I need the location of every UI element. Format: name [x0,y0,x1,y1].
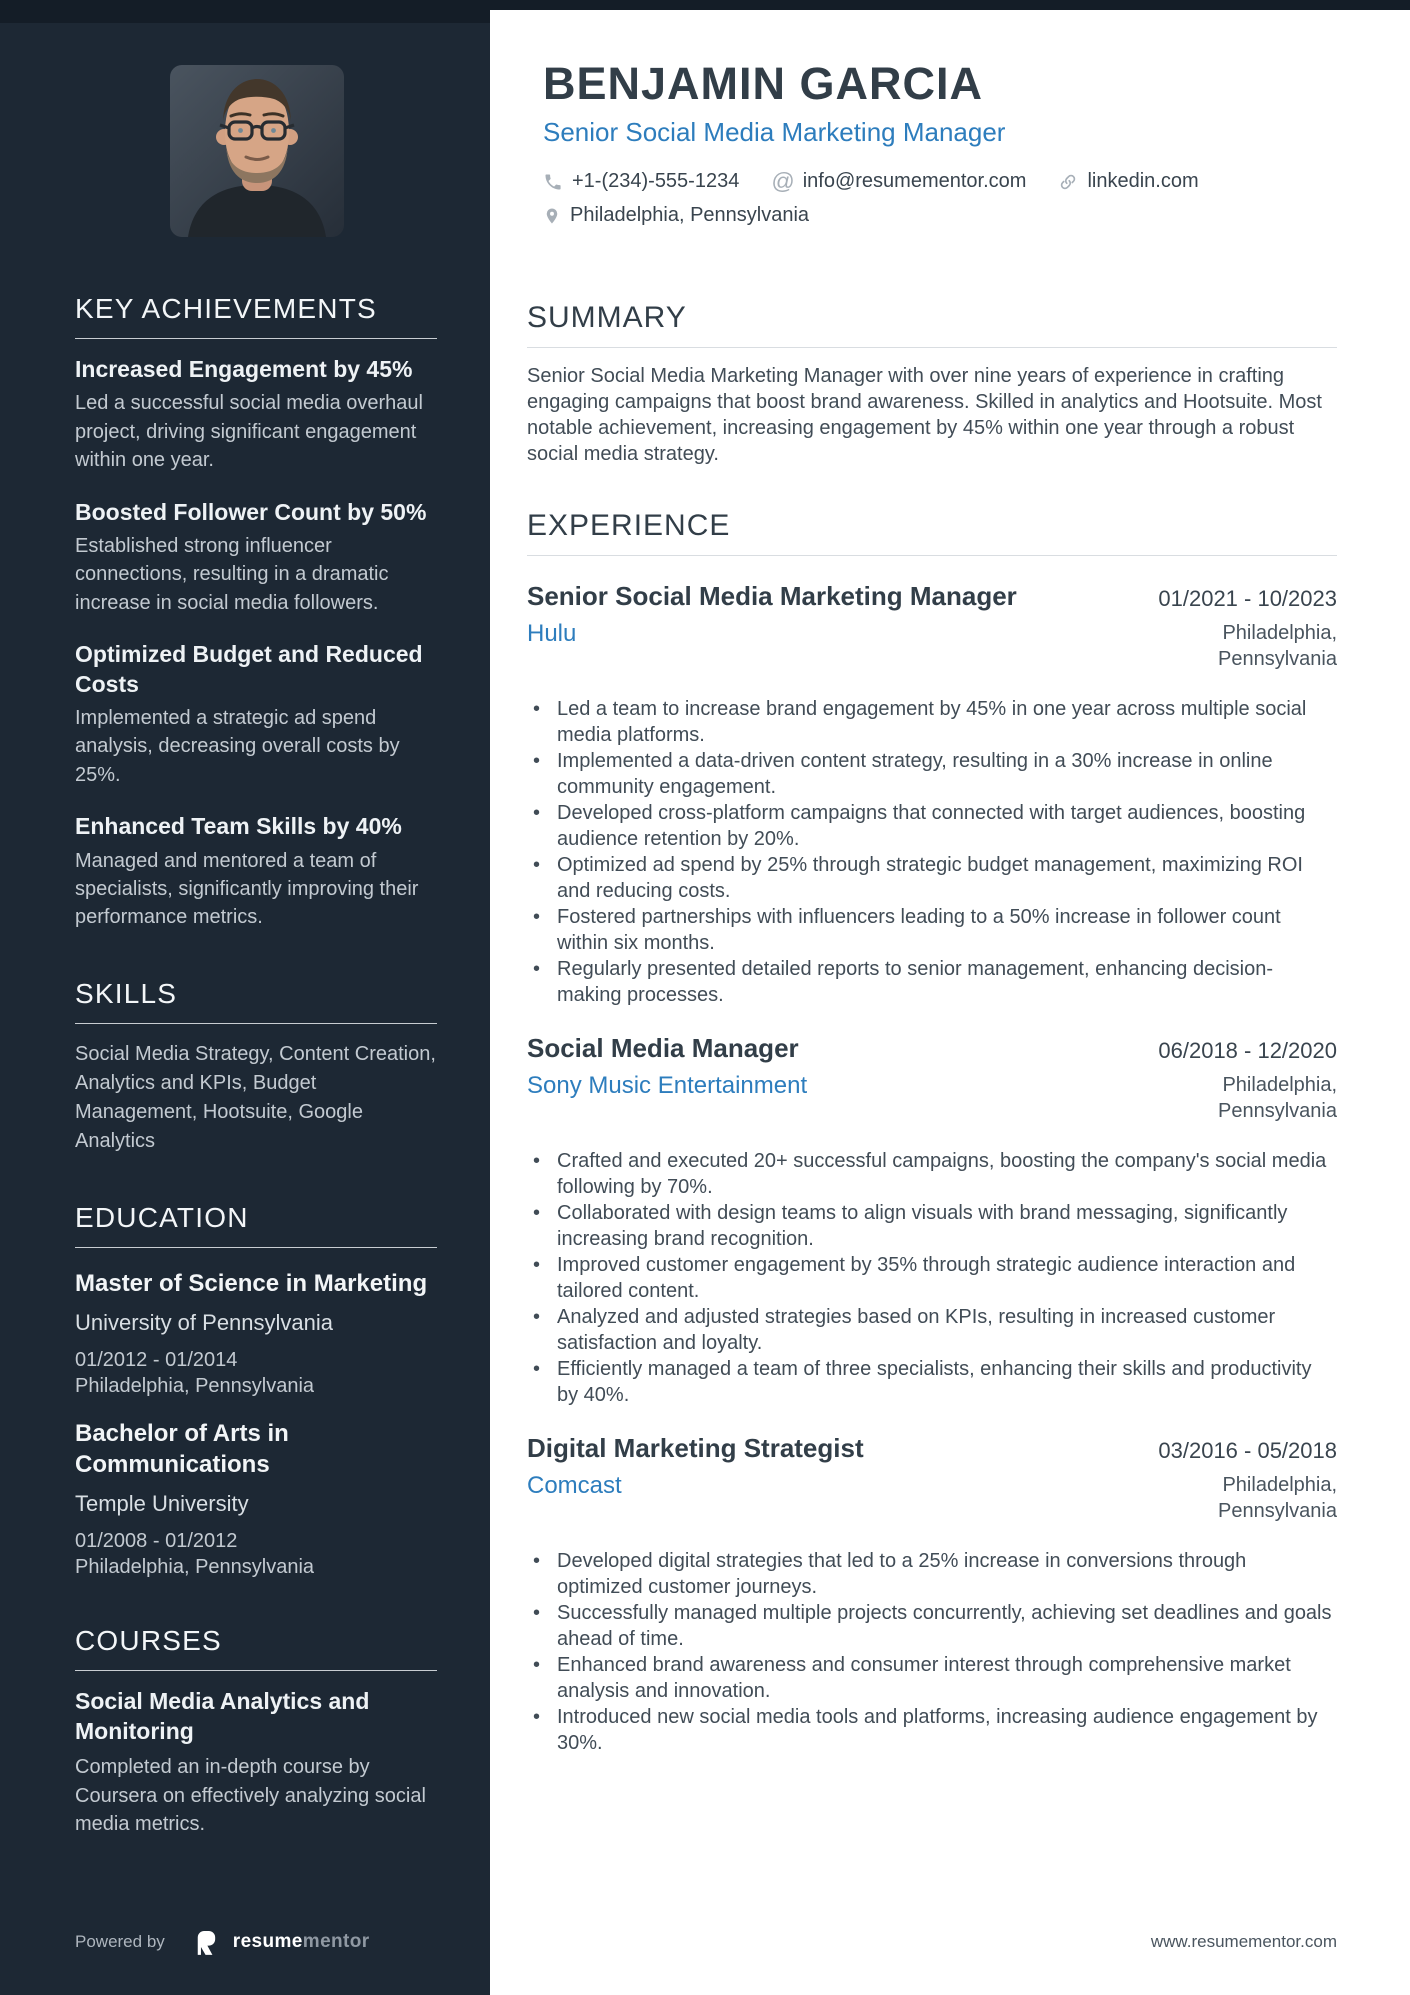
job-dates: 06/2018 - 12/2020 [1158,1038,1337,1063]
job-bullet [557,1356,1337,1408]
achievement-item [75,498,437,618]
contact-row-2 [543,204,1337,227]
job-bullet-text: Developed digital strategies that led to a 25% increase in conversions through optimized customer journeys. [557,1550,1247,1598]
education-school: Temple University [75,1491,249,1517]
contact-row-1 [543,168,1337,195]
sidebar-footer [75,1929,370,1955]
achievement-text: Implemented a strategic ad spend analysis, decreasing overall costs by 25%. [75,707,400,786]
course-title: Social Media Analytics and Monitoring [75,1688,370,1745]
linkedin-contact[interactable] [1058,170,1198,193]
achievement-item [75,640,437,789]
linkedin-value: linkedin.com [1087,170,1199,192]
job-bullet-text: Developed cross-platform campaigns that connected with target audiences, boosting audience retention by 20%. [557,802,1306,850]
achievement-text: Led a successful social media overhaul project, driving significant engagement within one year. [75,392,423,472]
education-location: Philadelphia, Pennsylvania [75,1556,315,1579]
section-experience [527,509,1337,1756]
job-title: Digital Marketing Strategist [527,1433,864,1463]
job-bullet-text: Led a team to increase brand engagement by 45% in one year across multiple social media platforms. [557,698,1307,746]
education-heading: EDUCATION [75,1201,249,1233]
achievement-title: Optimized Budget and Reduced Costs [75,641,423,697]
skills-text: Social Media Strategy, Content Creation, Analytics and KPIs, Budget Management, Hootsuite, Google Analytics [75,1042,436,1152]
education-item [75,1268,437,1398]
course-item [75,1687,437,1838]
summary-heading: SUMMARY [527,301,687,334]
education-degree: Master of Science in Marketing [75,1269,428,1297]
skills-heading: SKILLS [75,977,178,1009]
job-bullet [557,1148,1337,1200]
divider [527,555,1337,556]
education-school: University of Pennsylvania [75,1310,334,1336]
section-summary [527,301,1337,467]
job-bullet-text: Optimized ad spend by 25% through strategic budget management, maximizing ROI and reducing costs. [557,854,1303,902]
job-bullet-text: Introduced new social media tools and platforms, increasing audience engagement by 30%. [557,1706,1318,1754]
achievement-item [75,355,437,475]
job-bullet [557,1200,1337,1252]
job-location: Philadelphia, Pennsylvania [1218,1074,1337,1122]
location-value: Philadelphia, Pennsylvania [570,204,810,226]
powered-by-label: Powered by [75,1932,165,1951]
divider [75,1247,437,1248]
candidate-title: Senior Social Media Marketing Manager [543,117,1006,147]
education-list [75,1268,437,1580]
course-text: Completed an in-depth course by Coursera on effectively analyzing social media metrics. [75,1756,426,1835]
achievement-item [75,812,437,932]
experience-job [527,1033,1337,1408]
job-bullets [527,1148,1337,1408]
job-bullet [557,1600,1337,1652]
job-head [527,581,1337,612]
job-bullet [557,1652,1337,1704]
job-title: Social Media Manager [527,1033,799,1063]
section-skills [75,978,437,1156]
key-achievements-list [75,355,437,932]
profile-photo [170,65,344,237]
divider [75,1023,437,1024]
divider [527,347,1337,348]
divider [75,338,437,339]
profile-photo-illustration [170,65,344,237]
achievement-text: Managed and mentored a team of specialists, significantly improving their performance metrics. [75,849,419,929]
section-key-achievements [75,293,437,932]
phone-value: +1-(234)-555-1234 [572,170,740,192]
top-strip [0,0,1410,10]
education-dates: 01/2012 - 01/2014 [75,1349,238,1372]
job-bullet-text: Enhanced brand awareness and consumer interest through comprehensive market analysis and innovation. [557,1654,1291,1702]
at-icon: @ [771,168,795,194]
location-contact [543,204,809,227]
job-bullets [527,696,1337,1008]
job-subhead [527,620,1337,672]
achievement-text: Established strong influencer connections, resulting in a dramatic increase in social media followers. [75,535,389,614]
job-bullet [557,800,1337,852]
experience-job [527,1433,1337,1756]
brand-part2: mentor [302,1931,370,1952]
section-education [75,1202,437,1580]
brand-logo[interactable] [195,1929,370,1955]
phone-icon [543,172,563,192]
job-bullet [557,1704,1337,1756]
section-courses [75,1625,437,1838]
phone-contact[interactable] [543,170,739,193]
achievement-title: Enhanced Team Skills by 40% [75,813,402,840]
key-achievements-heading: KEY ACHIEVEMENTS [75,293,377,324]
main-column [490,0,1410,1756]
job-bullet [557,904,1337,956]
achievement-title: Increased Engagement by 45% [75,356,413,382]
summary-text: Senior Social Media Marketing Manager with over nine years of experience in crafting engaging campaigns that boost brand awareness. Skilled in analytics and Hootsuite. Most notable achievement, increasing engagement by 45% within one year through a robust social media strategy. [527,365,1322,465]
job-bullet [557,696,1337,748]
job-bullet-text: Improved customer engagement by 35% through strategic audience interaction and tailored content. [557,1254,1296,1302]
brand-text [233,1931,370,1953]
courses-heading: COURSES [75,1625,222,1657]
resumementor-logo-icon [195,1929,217,1955]
job-dates: 01/2021 - 10/2023 [1158,586,1337,611]
courses-list [75,1687,437,1838]
job-bullet-text: Regularly presented detailed reports to senior management, enhancing decision-making processes. [557,958,1273,1006]
job-company: Comcast [527,1472,622,1499]
sidebar [0,0,490,1995]
education-degree: Bachelor of Arts in Communications [75,1420,289,1479]
education-item [75,1418,437,1579]
education-location: Philadelphia, Pennsylvania [75,1375,315,1398]
link-icon [1058,172,1078,192]
job-bullet [557,1304,1337,1356]
job-bullet-text: Collaborated with design teams to align visuals with brand messaging, significantly increasing brand recognition. [557,1202,1288,1250]
job-bullet [557,956,1337,1008]
sidebar-content [75,293,437,1884]
job-head [527,1033,1337,1064]
achievement-title: Boosted Follower Count by 50% [75,498,427,525]
job-company: Hulu [527,620,577,647]
job-bullet-text: Implemented a data-driven content strategy, resulting in a 30% increase in online community engagement. [557,750,1273,798]
job-title: Senior Social Media Marketing Manager [527,581,1017,611]
job-bullet-text: Analyzed and adjusted strategies based on KPIs, resulting in increased customer satisfaction and loyalty. [557,1306,1276,1354]
header [527,58,1337,227]
job-head [527,1433,1337,1464]
brand-part1: resume [232,1931,303,1952]
job-bullet [557,748,1337,800]
job-bullet-text: Fostered partnerships with influencers leading to a 50% increase in follower count within six months. [557,906,1281,954]
candidate-name: BENJAMIN GARCIA [543,58,984,109]
job-bullet [557,1548,1337,1600]
job-bullet [557,852,1337,904]
email-contact[interactable] [771,168,1026,195]
job-dates: 03/2016 - 05/2018 [1158,1438,1337,1463]
job-bullets [527,1548,1337,1756]
education-dates: 01/2008 - 01/2012 [75,1530,238,1553]
job-location: Philadelphia, Pennsylvania [1218,622,1337,670]
experience-job [527,581,1337,1008]
job-bullet-text: Successfully managed multiple projects concurrently, achieving set deadlines and goals ahead of time. [557,1602,1332,1650]
email-value: info@resumementor.com [802,170,1027,192]
experience-heading: EXPERIENCE [527,509,731,542]
pin-icon [543,206,561,226]
job-subhead [527,1072,1337,1124]
job-location: Philadelphia, Pennsylvania [1218,1474,1337,1522]
job-bullet [557,1252,1337,1304]
job-company: Sony Music Entertainment [527,1072,808,1099]
job-subhead [527,1472,1337,1524]
job-bullet-text: Crafted and executed 20+ successful campaigns, boosting the company's social media following by 70%. [557,1150,1327,1198]
divider [75,1670,437,1671]
website-link[interactable]: www.resumementor.com [1150,1932,1337,1951]
job-bullet-text: Efficiently managed a team of three specialists, enhancing their skills and productivity by 40%. [557,1358,1312,1406]
experience-list [527,581,1337,1756]
